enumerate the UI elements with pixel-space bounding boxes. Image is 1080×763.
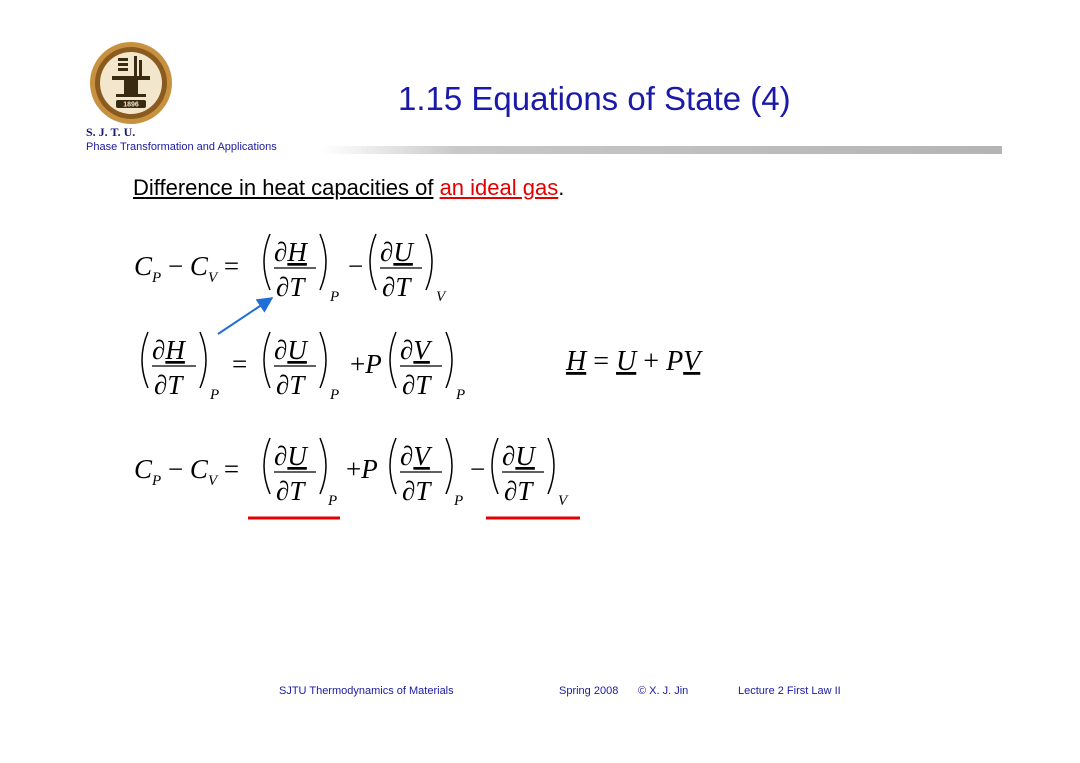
footer-course: SJTU Thermodynamics of Materials (279, 685, 454, 697)
footer-lecture: Lecture 2 First Law II (738, 685, 841, 697)
svg-text:=: = (232, 349, 248, 379)
heading-end: . (558, 175, 565, 200)
equation-2 (142, 332, 465, 403)
svg-text:∂T: ∂T (276, 370, 305, 400)
sjtu-logo (88, 40, 174, 126)
svg-text:∂H: ∂H (274, 237, 307, 267)
svg-text:∂V: ∂V (400, 441, 430, 471)
heading-highlight: an ideal gas (439, 175, 559, 200)
svg-text:∂U: ∂U (274, 335, 307, 365)
logo-year: 1896 (123, 101, 139, 109)
svg-text:∂U: ∂U (274, 441, 307, 471)
svg-text:∂U: ∂U (502, 441, 535, 471)
slide-heading (133, 175, 564, 201)
svg-text:∂T: ∂T (402, 370, 431, 400)
svg-text:P: P (454, 493, 464, 509)
svg-text:H = U + PV: H = U + PV (566, 346, 701, 377)
svg-text:∂T: ∂T (402, 476, 431, 506)
svg-text:∂U: ∂U (380, 237, 413, 267)
course-subtitle: Phase Transformation and Applications (86, 141, 277, 153)
svg-text:−: − (470, 454, 486, 484)
svg-text:V: V (558, 493, 568, 509)
heading-text: Difference in heat capacities of (133, 175, 434, 200)
svg-text:P: P (210, 387, 220, 403)
equation-4 (134, 438, 569, 509)
svg-text:P: P (330, 289, 340, 305)
svg-text:P: P (456, 387, 466, 403)
svg-text:∂V: ∂V (400, 335, 430, 365)
svg-text:P: P (328, 493, 338, 509)
svg-text:∂T: ∂T (504, 476, 533, 506)
svg-text:P: P (330, 387, 340, 403)
equations-area (120, 212, 780, 532)
equation-1 (134, 234, 447, 305)
svg-text:+P: +P (346, 454, 378, 484)
footer-author: © X. J. Jin (638, 685, 689, 697)
svg-text:CP − CV =: $C_P - C_V$ = (134, 251, 240, 286)
slide-title: 1.15 Equations of State (4) (398, 80, 791, 117)
equation-3 (565, 346, 703, 377)
arrow-icon (218, 298, 272, 334)
svg-text:∂H: ∂H (152, 335, 185, 365)
footer-term: Spring 2008 (559, 685, 619, 697)
svg-text:∂T: ∂T (154, 370, 183, 400)
org-name: S. J. T. U. (86, 125, 136, 139)
svg-text:∂T: ∂T (382, 272, 411, 302)
svg-text:CP − CV =: $C_P - C_V$ = (134, 454, 240, 489)
title-rule (322, 146, 1002, 154)
svg-text:+P: +P (350, 349, 382, 379)
svg-text:∂T: ∂T (276, 476, 305, 506)
svg-text:V: V (436, 289, 446, 305)
svg-text:∂T: ∂T (276, 272, 305, 302)
svg-text:−: − (348, 251, 364, 281)
